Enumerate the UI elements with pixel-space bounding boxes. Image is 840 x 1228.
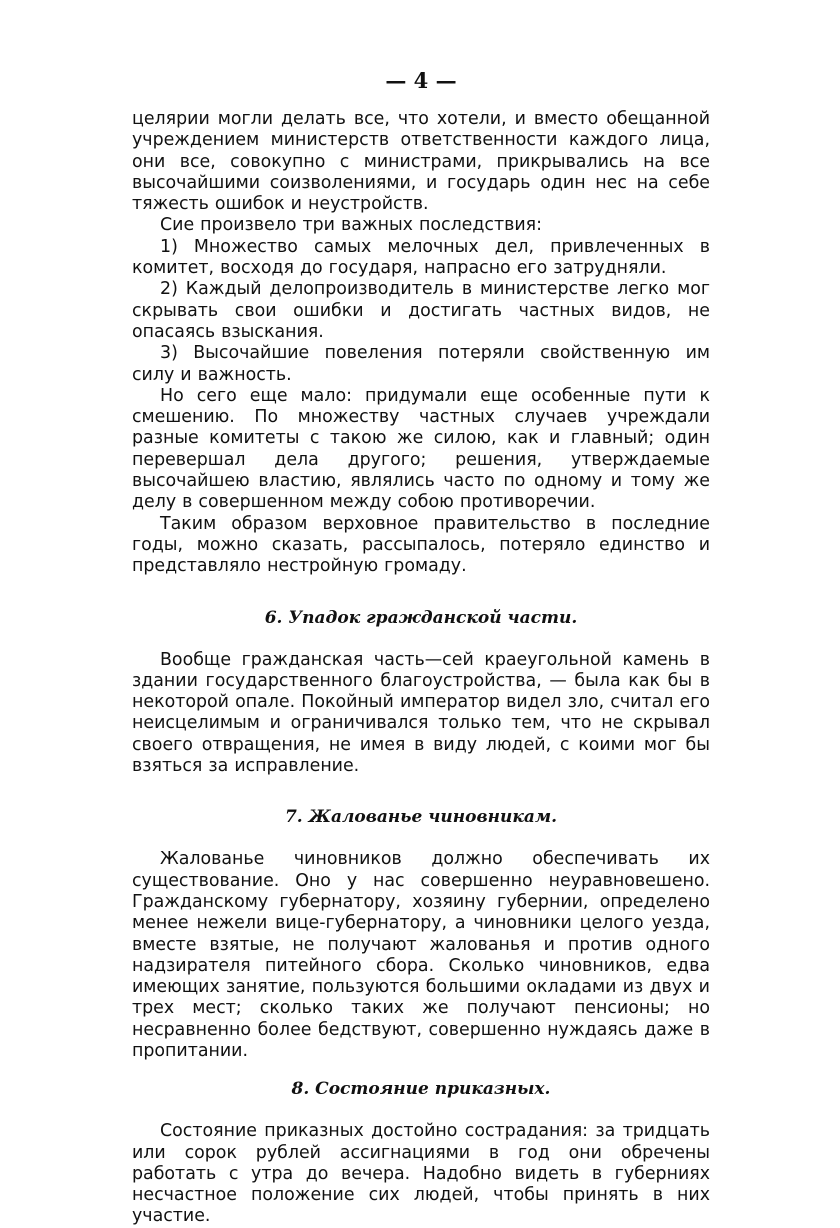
list-item: 2) Каждый делопроизводитель в министерстве легко мог скрывать свои ошибки и достигать частных видов, не опасаясь взыскания. [132, 279, 710, 342]
section-heading: 6. Упадок гражданской части. [264, 607, 578, 628]
paragraph: Но сего еще мало: придумали еще особенные пути к смешению. По множеству частных случаев учреждали разные комитеты с такою же силою, как и главный; один перевершал дела другого; решения, утверждаемые высочайшею властию, являлись часто по одному и тому же делу в совершенном между собою противоречии. [132, 385, 710, 513]
section-6 [132, 607, 710, 778]
paragraph: Сие произвело три важных последствия: [160, 215, 542, 236]
section-7 [132, 806, 710, 1062]
section-heading: 8. Состояние приказных. [291, 1079, 551, 1100]
section-heading: 7. Жалованье чиновникам. [284, 807, 558, 828]
paragraph: Жалованье чиновников должно обеспечивать их существование. Оно у нас совершенно неуравновешено. Гражданскому губернатору, хозяину губернии, определено менее нежели вице-губернатору, а чиновники целого уезда, вместе взятые, не получают жалованья и против одного надзирателя питейного сбора. Сколько чиновников, едва имеющих занятие, пользуются большими окладами из двух и трех мест; сколько таких же получают пенсионы; но несравненно более бедствуют, совершенно нуждаясь даже в пропитании. [132, 849, 710, 1061]
section-continuation [132, 109, 710, 578]
list-item: 1) Множество самых мелочных дел, привлеченных в комитет, восходя до государя, напрасно его затрудняли. [132, 236, 710, 279]
page-number: — 4 — [385, 68, 457, 93]
paragraph: Вообще гражданская часть—сей краеугольной камень в здании государственного благоустройства, — была как бы в некоторой опале. Покойный император видел зло, считал его неисцелимым и ограничивался только тем, что не скрывал своего отвращения, не имея в виду людей, с коими мог бы взяться за исправление. [132, 649, 710, 777]
paragraph: Состояние приказных достойно сострадания: за тридцать или сорок рублей ассигнациями в год они обречены работать с утра до вечера. Надобно видеть в губерниях несчастное положение сих людей, чтобы принять в них участие. [132, 1121, 710, 1227]
list-item: 3) Высочайшие повеления потеряли свойственную им силу и важность. [132, 343, 710, 385]
paragraph: целярии могли делать все, что хотели, и вместо обещанной учреждением министерств ответственности каждого лица, они все, совокупно с министрами, прикрывались на все высочайшими соизволениями, и государь один нес на себе тяжесть ошибок и неустройств. [132, 109, 710, 215]
page [132, 68, 710, 1228]
paragraph: Таким образом верховное правительство в последние годы, можно сказать, рассыпалось, потеряло единство и представляло нестройную громаду. [132, 513, 710, 577]
section-8 [132, 1078, 710, 1227]
